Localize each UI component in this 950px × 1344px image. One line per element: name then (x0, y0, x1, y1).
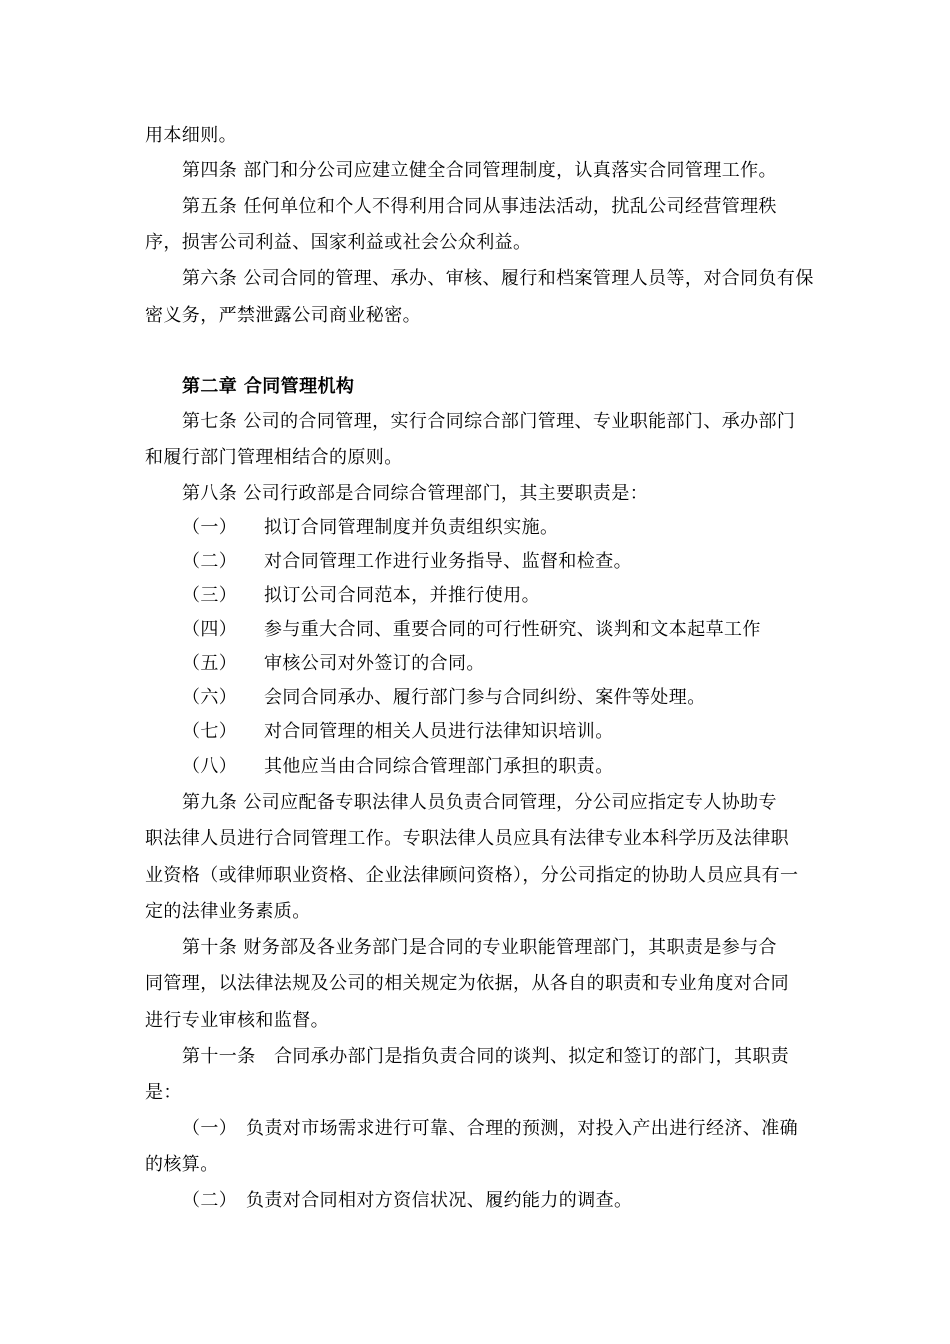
article-5-line-1: 第五条 任何单位和个人不得利用合同从事违法活动，扰乱公司经营管理秩 (182, 196, 777, 217)
paragraph-line: 用本细则。 (145, 125, 237, 146)
article-9-line-2: 职法律人员进行合同管理工作。专职法律人员应具有法律专业本科学历及法律职 (145, 828, 789, 849)
article-9-line-4: 定的法律业务素质。 (145, 901, 311, 922)
list-item: （七） 对合同管理的相关人员进行法律知识培训。 (182, 721, 614, 742)
article-10-line-3: 进行专业审核和监督。 (145, 1010, 329, 1031)
article-9-line-3: 业资格（或律师职业资格、企业法律顾问资格），分公司指定的协助人员应具有一 (145, 865, 799, 886)
article-11-line-1: 第十一条 合同承办部门是指负责合同的谈判、拟定和签订的部门，其职责 (182, 1046, 790, 1067)
article-4: 第四条 部门和分公司应建立健全合同管理制度，认真落实合同管理工作。 (182, 160, 777, 181)
list-item: （一） 拟订合同管理制度并负责组织实施。 (182, 517, 559, 538)
list-item: （八） 其他应当由合同综合管理部门承担的职责。 (182, 756, 614, 777)
list-item: （五） 审核公司对外签订的合同。 (182, 653, 485, 674)
article-10-line-2: 同管理，以法律法规及公司的相关规定为依据，从各自的职责和专业角度对合同 (145, 973, 789, 994)
list-item: （二） 负责对合同相对方资信状况、履约能力的调查。 (182, 1190, 633, 1211)
article-5-line-2: 序，损害公司利益、国家利益或社会公众利益。 (145, 232, 532, 253)
article-7-line-1: 第七条 公司的合同管理，实行合同综合部门管理、专业职能部门、承办部门 (182, 411, 796, 432)
article-9-line-1: 第九条 公司应配备专职法律人员负责合同管理，分公司应指定专人协助专 (182, 792, 777, 813)
list-item: （六） 会同合同承办、履行部门参与合同纠纷、案件等处理。 (182, 687, 706, 708)
article-8: 第八条 公司行政部是合同综合管理部门，其主要职责是： (182, 483, 649, 504)
list-item: （二） 对合同管理工作进行业务指导、监督和检查。 (182, 551, 632, 572)
article-11-line-2: 是： (145, 1082, 182, 1103)
article-6-line-1: 第六条 公司合同的管理、承办、审核、履行和档案管理人员等，对合同负有保 (182, 268, 814, 289)
article-7-line-2: 和履行部门管理相结合的原则。 (145, 447, 403, 468)
chapter-2-heading: 第二章 合同管理机构 (182, 376, 355, 397)
list-item-continuation: 的核算。 (145, 1154, 219, 1175)
list-item: （一） 负责对市场需求进行可靠、合理的预测，对投入产出进行经济、准确 (182, 1118, 798, 1139)
article-6-line-2: 密义务，严禁泄露公司商业秘密。 (145, 305, 421, 326)
article-10-line-1: 第十条 财务部及各业务部门是合同的专业职能管理部门，其职责是参与合 (182, 937, 777, 958)
list-item: （三） 拟订公司合同范本，并推行使用。 (182, 585, 540, 606)
list-item: （四） 参与重大合同、重要合同的可行性研究、谈判和文本起草工作 (182, 619, 761, 640)
